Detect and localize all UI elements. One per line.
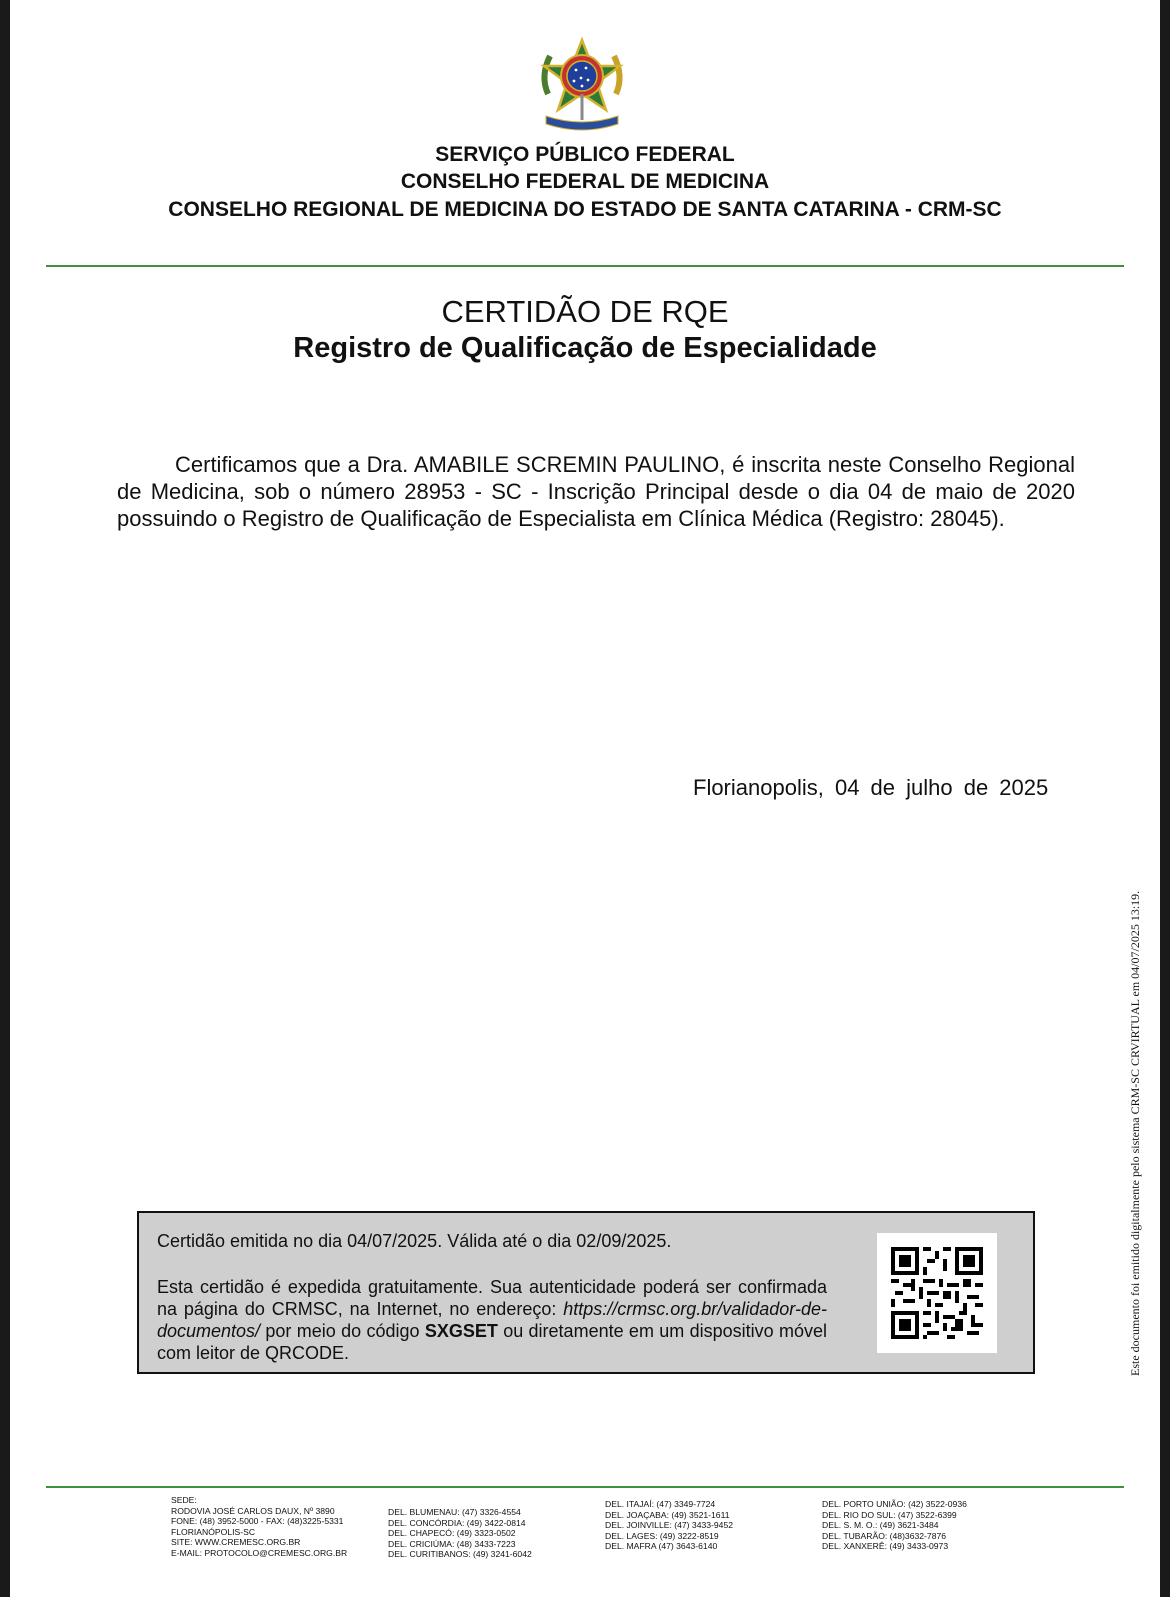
footer-line: DEL. RIO DO SUL: (47) 3522-6399: [822, 1509, 957, 1520]
footer-line: DEL. ITAJAÍ: (47) 3349-7724: [605, 1499, 716, 1509]
footer-line: DEL. JOINVILLE: (47) 3433-9452: [605, 1520, 734, 1530]
footer-line: DEL. TUBARÃO: (48)3632-7876: [822, 1530, 947, 1541]
footer-line: DEL. CHAPECÓ: (49) 3323-0502: [388, 1528, 516, 1538]
right-frame-edge: [1160, 0, 1170, 1597]
footer-delegations-3: [822, 1499, 967, 1552]
left-frame-edge: [0, 0, 10, 1597]
certificate-validity-box: [137, 1211, 1035, 1374]
header-divider: [46, 265, 1124, 267]
brazil-coat-of-arms-icon: [536, 36, 628, 134]
footer-line: DEL. MAFRA (47) 3643-6140: [605, 1541, 718, 1551]
authenticity-paragraph: [157, 1276, 827, 1364]
header-line-regional-council: CONSELHO REGIONAL DE MEDICINA DO ESTADO DE SANTA CATARINA - CRM-SC: [168, 198, 1002, 221]
footer-line: RODOVIA JOSÉ CARLOS DAUX, Nº 3890: [171, 1505, 335, 1516]
header-line-service: SERVIÇO PÚBLICO FEDERAL: [435, 143, 735, 166]
issue-validity-text: Certidão emitida no dia 04/07/2025. Válida até o dia 02/09/2025.: [157, 1231, 672, 1251]
footer-line: SEDE:: [171, 1495, 197, 1505]
footer-line: DEL. CURITIBANOS: (49) 3241-6042: [388, 1549, 532, 1559]
footer-line: SITE: WWW.CREMESC.ORG.BR: [171, 1537, 301, 1547]
verification-code: SXGSET: [424, 1321, 498, 1341]
header-line-federal-council: CONSELHO FEDERAL DE MEDICINA: [400, 170, 770, 193]
digital-issue-note: Este documento foi emitido digitalmente pelo sistema CRM-SC CRVIRTUAL em 04/07/2025 13:19.: [1128, 890, 1142, 1376]
footer-line: DEL. BLUMENAU: (47) 3326-4554: [388, 1507, 521, 1517]
authenticity-text-mid: por meio do código: [260, 1321, 425, 1341]
footer-line: DEL. XANXERÊ: (49) 3433-0973: [822, 1541, 949, 1551]
certification-paragraph: Certificamos que a Dra. AMABILE SCREMIN PAULINO, é inscrita neste Conselho Regional de Medicina, sob o número 28953 - SC - Inscrição Principal desde o dia 04 de maio de 2020 possuindo o Registro de Qualificação de Especialista em Clínica Médica (Registro: 28045).: [117, 452, 1075, 531]
document-title: CERTIDÃO DE RQE: [441, 294, 729, 329]
qr-code-icon[interactable]: [877, 1233, 997, 1353]
footer-line: FLORIANÓPOLIS-SC: [171, 1526, 256, 1537]
footer-line: FONE: (48) 3952-5000 - FAX: (48)3225-5331: [171, 1516, 344, 1526]
validator-url-link[interactable]: https://crmsc.org.br/validador-de-documentos/: [157, 1299, 827, 1341]
authenticity-text-end: ou diretamente em um dispositivo móvel com leitor de QRCODE.: [157, 1321, 827, 1363]
footer-line: DEL. CONCÓRDIA: (49) 3422-0814: [388, 1517, 526, 1528]
footer-line: E-MAIL: PROTOCOLO@CREMESC.ORG.BR: [171, 1547, 348, 1558]
footer-delegations-2: [605, 1499, 733, 1552]
footer-line: DEL. PORTO UNIÃO: (42) 3522-0936: [822, 1499, 967, 1509]
authenticity-text-start: Esta certidão é expedida gratuitamente. Sua autenticidade poderá ser confirmada na página do CRMSC, na Internet, no endereço:: [157, 1277, 827, 1319]
footer-line: DEL. CRICIÚMA: (48) 3433-7223: [388, 1538, 516, 1549]
footer-divider: [46, 1486, 1124, 1488]
footer-line: DEL. LAGES: (49) 3222-8519: [605, 1530, 719, 1541]
document-subtitle: Registro de Qualificação de Especialidade: [293, 332, 877, 364]
footer-headquarters: [171, 1495, 347, 1558]
place-and-date: Florianopolis, 04 de julho de 2025: [693, 775, 1049, 800]
footer-line: DEL. S. M. O.: (49) 3621-3484: [822, 1520, 939, 1530]
footer-delegations-1: [388, 1507, 532, 1560]
footer-line: DEL. JOAÇABA: (49) 3521-1611: [605, 1509, 730, 1520]
